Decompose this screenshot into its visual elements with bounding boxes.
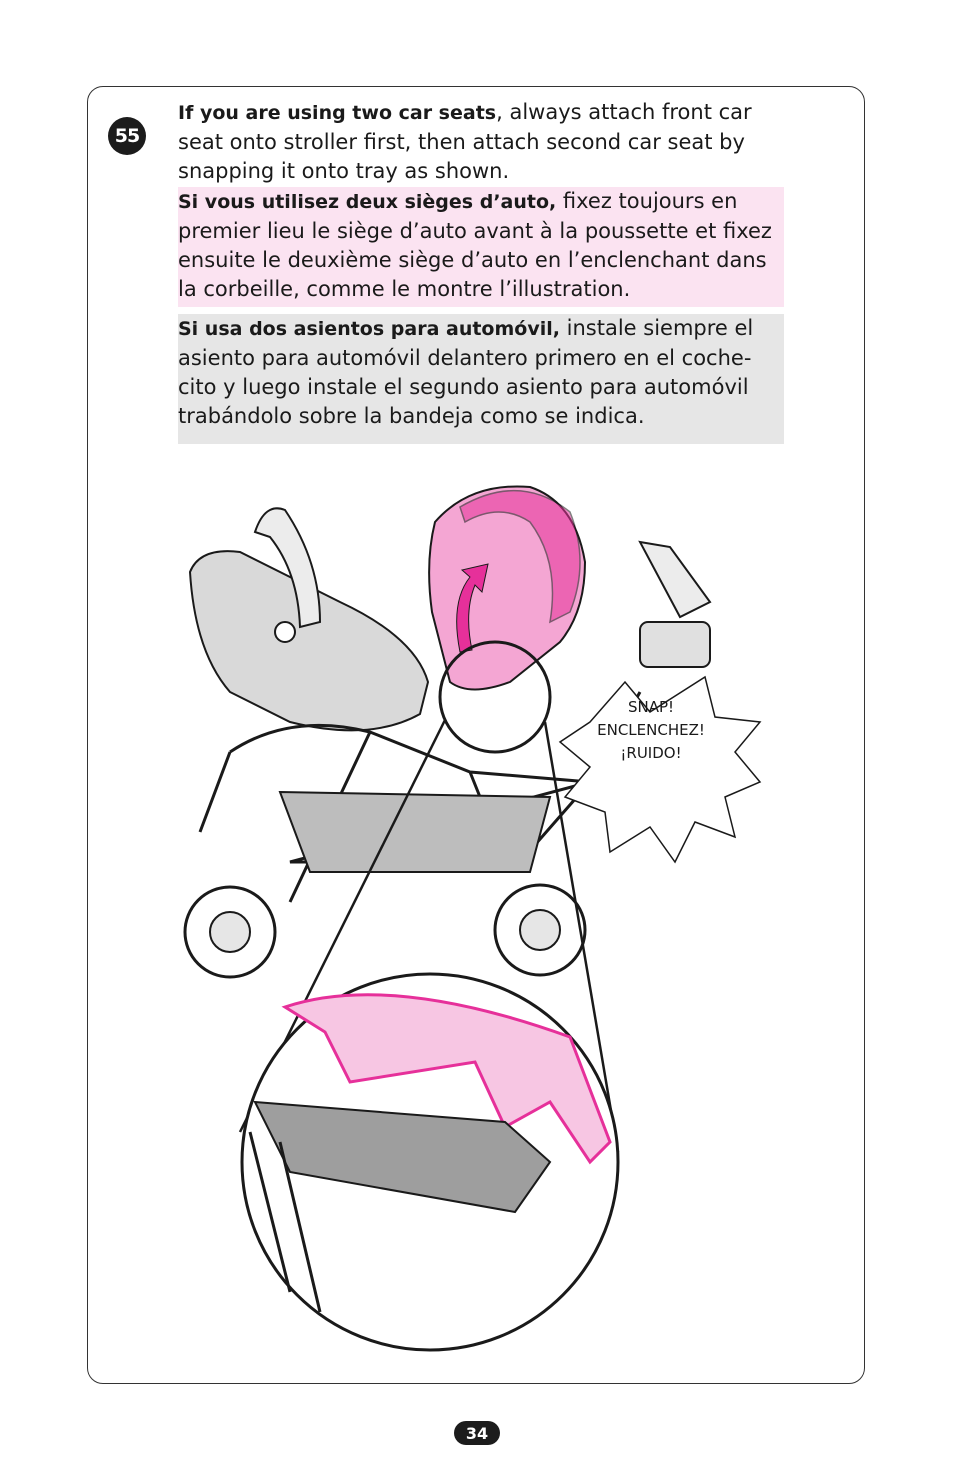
snap-callout-text: [586, 696, 716, 765]
rear-wheel-hub: [210, 912, 250, 952]
snap-callout-line-3: ¡RUIDO!: [620, 744, 682, 762]
page-number-badge: [454, 1421, 500, 1445]
snap-callout-line-2: ENCLENCHEZ!: [597, 721, 705, 739]
instruction-spanish-bold: Si usa dos asientos para automóvil,: [178, 318, 560, 340]
instruction-english: [178, 98, 784, 186]
stroller-illustration: [170, 452, 770, 1382]
instruction-french: [178, 187, 784, 307]
stroller-basket: [280, 792, 550, 872]
instruction-english-text: , always attach front car seat onto stroller first, then attach second car seat by snapping it onto tray as shown.: [178, 100, 752, 183]
front-wheel-hub: [520, 910, 560, 950]
step-number: 55: [114, 125, 140, 147]
page-number: 34: [465, 1423, 489, 1443]
parent-tray: [640, 622, 710, 667]
instruction-french-bold: Si vous utilisez deux sièges d’auto,: [178, 191, 557, 213]
instruction-english-bold: If you are using two car seats: [178, 102, 497, 124]
step-number-badge: [108, 117, 146, 155]
snap-callout-line-1: SNAP!: [627, 698, 675, 716]
instruction-spanish: [178, 314, 784, 444]
rear-car-seat-hub: [275, 622, 295, 642]
handlebar: [640, 542, 710, 617]
instruction-french-text: fixez toujours en premier lieu le siège d’auto avant à la poussette et fixez ensuite le deuxième siège d’auto en l’enclenchant dans la corbeille, comme le montre l’illustration.: [178, 189, 772, 301]
instruction-spanish-text: instale siempre el asiento para automóvil delantero primero en el coche-cito y luego instale el segundo asiento para automóvil trabándolo sobre la bandeja como se indica.: [178, 316, 754, 428]
